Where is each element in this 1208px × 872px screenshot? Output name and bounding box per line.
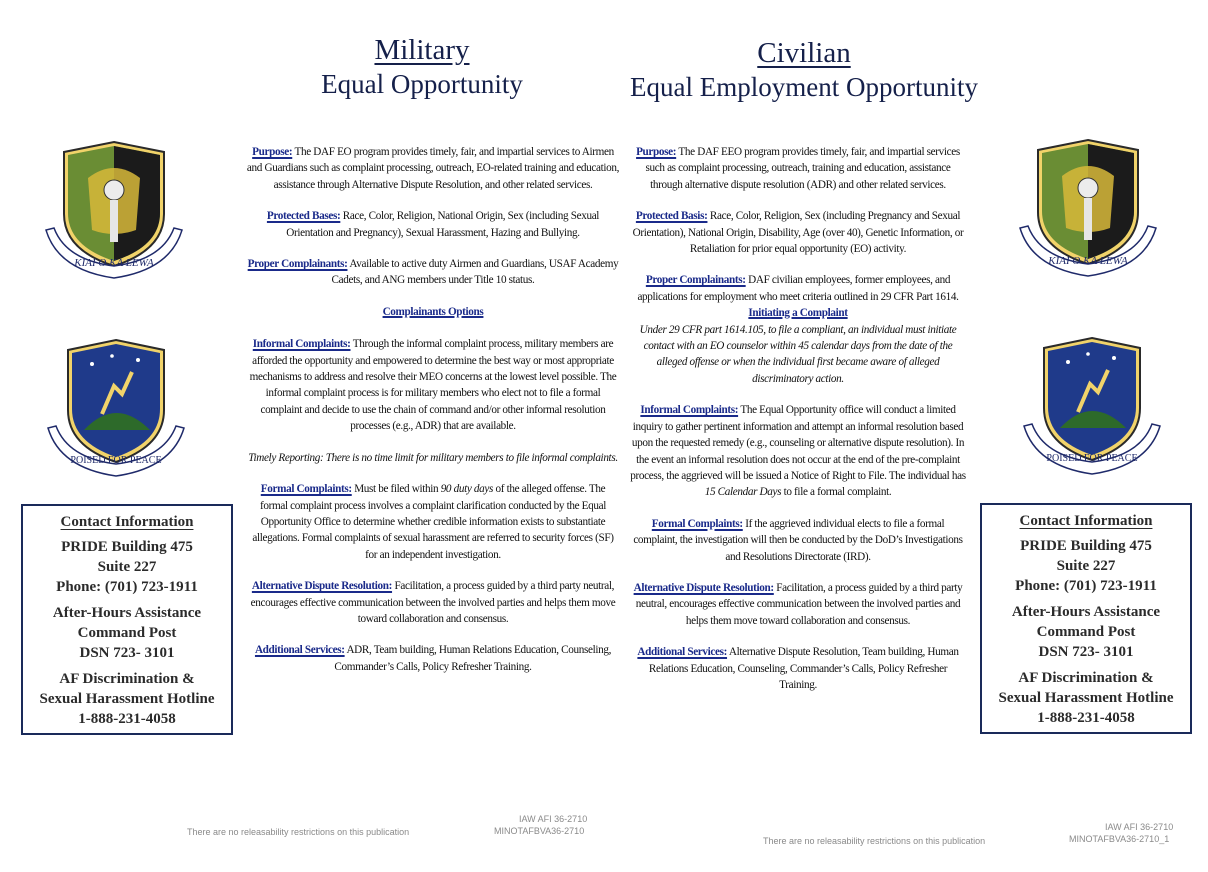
military-services-label: Additional Services:: [254, 644, 345, 657]
military-complainants-text: Available to active duty Airmen and Guardians, USAF Academy Cadets, and ANG members under Title 10 status.: [331, 258, 619, 287]
contact-after-hours-label: After-Hours Assistance: [1011, 604, 1161, 620]
military-options-heading-text: Complainants Options: [382, 305, 484, 318]
civilian-initiating-heading-text: Initiating a Complaint: [748, 307, 848, 320]
footer-left-ref: [494, 813, 587, 837]
contact-hotline-line2: Sexual Harassment Hotline: [998, 690, 1174, 706]
civilian-services-label: Additional Services:: [637, 646, 728, 659]
military-formal: [246, 481, 620, 563]
civilian-formal-label: Formal Complaints:: [651, 517, 743, 530]
military-title: [290, 34, 554, 100]
civilian-purpose: [630, 144, 966, 193]
civilian-services-text: Alternative Dispute Resolution, Team building, Human Relations Education, Counseling, Commander’s Calls, Policy Refresher Training.: [648, 646, 959, 691]
contact-heading: Contact Information: [60, 514, 194, 530]
contact-after-hours: [23, 603, 231, 663]
civilian-bases: [630, 208, 966, 257]
military-services: [246, 642, 620, 675]
civilian-purpose-label: Purpose:: [636, 146, 677, 158]
military-bases-label: Protected Bases:: [266, 210, 341, 223]
contact-hotline: [982, 668, 1190, 728]
contact-dsn: DSN 723- 3101: [1038, 644, 1134, 660]
footer-left-ref-line1: IAW AFI 36-2710: [519, 814, 588, 824]
military-formal-label: Formal Complaints:: [260, 483, 352, 496]
civilian-formal-text: If the aggrieved individual elects to file a formal complaint, the investigation will then be conducted by the DoD’s Investigations and Resolutions Directorate (IRD).: [633, 517, 963, 563]
footer-right-ref: [1069, 821, 1173, 845]
civilian-informal-italic: 15 Calendar Days: [704, 486, 782, 499]
military-adr: [246, 578, 620, 627]
civilian-column: [630, 144, 966, 708]
contact-heading: Contact Information: [1019, 513, 1153, 529]
civilian-complainants-text: DAF civilian employees, former employees, and applications for employment who meet criteria outlined in 29 CFR Part 1614.: [637, 274, 959, 303]
contact-box-left: [21, 504, 233, 735]
military-complainants-label: Proper Complainants:: [247, 258, 348, 271]
contact-phone: Phone: (701) 723-1911: [1015, 578, 1157, 594]
military-bases-text: Race, Color, Religion, National Origin, Sex (including Sexual Orientation and Pregnancy), Sexual Harassment, Hazing and Bullying.: [286, 210, 600, 239]
military-complainants: [246, 256, 620, 289]
wing5-emblem-right: [1012, 136, 1164, 282]
civilian-title: [598, 37, 1010, 103]
military-formal-text-2: of the alleged offense. The formal complaint process involves a complaint clarification conducted by the Equal Opportunity Office to determine whether credible information exists to substantiate allegations. Formal complaints of sexual harassment are referred to security forces (SF) for an independent investigation.: [252, 483, 614, 561]
wing91-emblem-left: [42, 336, 190, 482]
contact-dsn: DSN 723- 3101: [79, 645, 175, 661]
footer-right-ref-line2: MINOTAFBVA36-2710_1: [1069, 834, 1170, 844]
wing5-motto-right: KIAI O KA LEWA: [1048, 255, 1128, 267]
military-adr-label: Alternative Dispute Resolution:: [251, 580, 393, 593]
civilian-adr: [630, 580, 966, 629]
civilian-bases-label: Protected Basis:: [635, 210, 708, 223]
civilian-bases-text: Race, Color, Religion, Sex (including Pregnancy and Sexual Orientation), National Origin, Disability, Age (over 40), Genetic Information, or Retaliation for prior equal opportunity (EO) activity.: [632, 210, 964, 256]
contact-suite: Suite 227: [97, 559, 157, 575]
civilian-title-line1: Civilian: [757, 37, 851, 69]
civilian-formal: [630, 516, 966, 565]
military-informal-text: Through the informal complaint process, military members are afforded the opportunity and empowered to determine the best way or most appropriate mechanisms to address and resolve their MEO concerns at the lowest level possible. The informal complaint process is for military members who elect not to file a formal complaint and decide to use the chain of command and/or other informal resolution processes (e.g., ADR) that are available.: [249, 338, 617, 433]
contact-suite: Suite 227: [1056, 558, 1116, 574]
military-informal-label: Informal Complaints:: [252, 338, 351, 351]
contact-after-hours-label: After-Hours Assistance: [52, 605, 202, 621]
military-formal-italic: 90 duty days: [440, 483, 494, 496]
military-purpose-text: The DAF EO program provides timely, fair, and impartial services to Airmen and Guardians such as complaint processing, outreach, EO-related training and education, assistance through Alternative Dispute Resolution, and other related services.: [246, 146, 620, 191]
contact-hotline-number: 1-888-231-4058: [78, 711, 176, 727]
civilian-services: [630, 644, 966, 693]
civilian-adr-text: Facilitation, a process guided by a third party neutral, encourages effective communication between the involved parties and helps them move toward collaboration and consensus.: [635, 581, 963, 627]
contact-address: [23, 537, 231, 597]
contact-hotline-line2: Sexual Harassment Hotline: [39, 691, 215, 707]
military-timely-reporting: Timely Reporting: There is no time limit for military members to file informal complaints.: [248, 451, 618, 464]
military-purpose-label: Purpose:: [252, 146, 293, 158]
footer-left-notice: There are no releasability restrictions on this publication: [187, 827, 410, 837]
footer-left-ref-line2: MINOTAFBVA36-2710: [494, 826, 585, 836]
contact-address: [982, 536, 1190, 596]
wing91-emblem-right: [1018, 334, 1166, 480]
civilian-informal: [630, 402, 966, 500]
wing91-motto-right: POISED FOR PEACE: [1046, 453, 1138, 464]
military-informal: [246, 336, 620, 434]
military-options-heading: [246, 304, 620, 320]
contact-command-post: Command Post: [77, 625, 177, 641]
civilian-complainants-label: Proper Complainants:: [645, 274, 746, 287]
wing91-motto-left: POISED FOR PEACE: [70, 455, 162, 466]
contact-hotline-number: 1-888-231-4058: [1037, 710, 1135, 726]
contact-hotline-line1: AF Discrimination &: [59, 671, 195, 687]
contact-after-hours: [982, 602, 1190, 662]
civilian-purpose-text: The DAF EEO program provides timely, fair, and impartial services such as complaint processing, outreach, training and education, assistance through alternative dispute resolution (ADR) and other related services.: [645, 146, 960, 191]
contact-hotline-line1: AF Discrimination &: [1018, 670, 1154, 686]
military-formal-text-1: Must be filed within: [354, 483, 439, 496]
footer-right-ref-line1: IAW AFI 36-2710: [1105, 822, 1174, 832]
military-title-line2: Equal Opportunity: [321, 69, 523, 99]
civilian-complainants: [630, 272, 966, 305]
military-title-line1: Military: [374, 34, 470, 66]
contact-building: PRIDE Building 475: [61, 539, 193, 555]
wing5-motto-left: KIAI O KA LEWA: [74, 257, 154, 269]
contact-hotline: [23, 669, 231, 729]
civilian-informal-text-2: to file a formal complaint.: [783, 486, 892, 499]
civilian-initiating-heading: [630, 305, 966, 321]
civilian-title-line2: Equal Employment Opportunity: [630, 72, 978, 102]
civilian-initiating-text: Under 29 CFR part 1614.105, to file a compliant, an individual must initiate contact with an EO counselor within 45 calendar days from the date of the alleged offense or when the individual first became aware of alleged discriminatory action.: [639, 323, 957, 385]
military-services-text: ADR, Team building, Human Relations Education, Counseling, Commander’s Calls, Policy Refresher Training.: [334, 644, 612, 673]
footer-right-notice: There are no releasability restrictions on this publication: [763, 836, 986, 846]
contact-box-right: [980, 503, 1192, 734]
wing5-emblem-left: [38, 138, 190, 284]
military-purpose: [246, 144, 620, 193]
civilian-informal-text-1: The Equal Opportunity office will conduct a limited inquiry to gather pertinent information and attempt an informal resolution based upon the requested remedy (e.g., counseling or alternative dispute resolution). In the event an informal resolution does not occur at the end of the pre-complaint process, the aggrieved will be issued a Notice of Right to File. The individual has: [630, 404, 966, 482]
military-adr-text: Facilitation, a process guided by a third party neutral, encourages effective communication between the involved parties and helps them move toward collaboration and consensus.: [250, 580, 616, 625]
contact-phone: Phone: (701) 723-1911: [56, 579, 198, 595]
civilian-adr-label: Alternative Dispute Resolution:: [633, 581, 774, 594]
military-column: [246, 144, 620, 690]
civilian-informal-label: Informal Complaints:: [640, 404, 739, 417]
military-bases: [246, 208, 620, 241]
contact-building: PRIDE Building 475: [1020, 538, 1152, 554]
contact-command-post: Command Post: [1036, 624, 1136, 640]
